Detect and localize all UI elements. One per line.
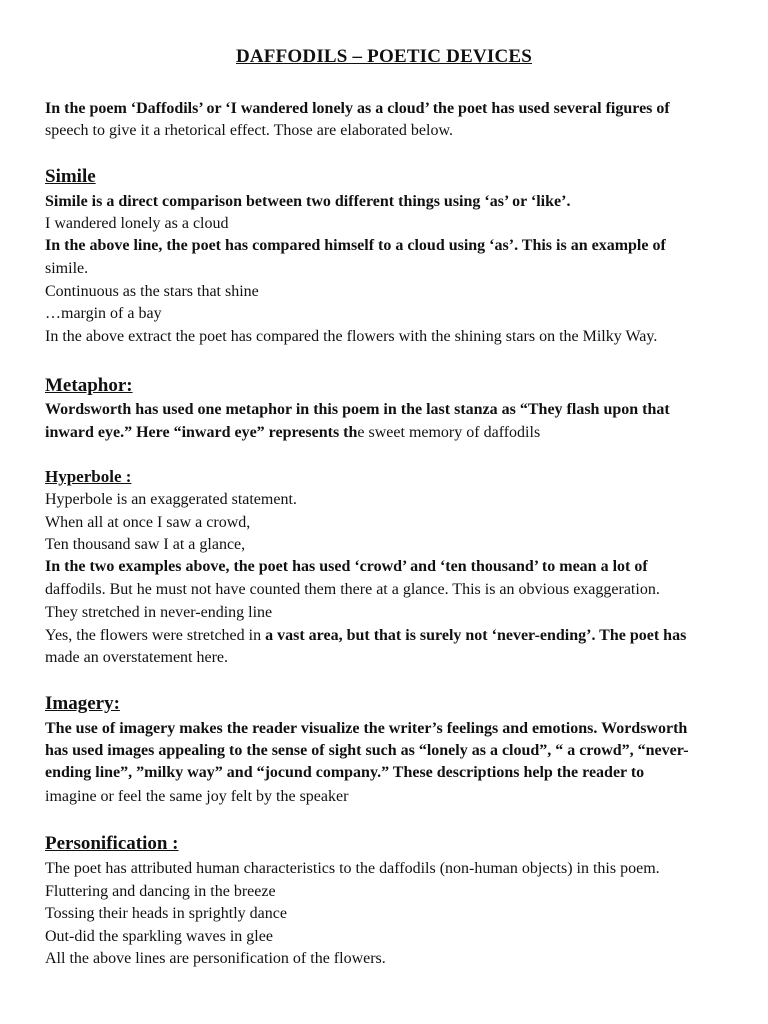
metaphor-line-2: [45, 422, 540, 444]
simile-definition: Simile is a direct comparison between two different things using ‘as’ or ‘like’.: [45, 193, 571, 210]
hyperbole-example-2: Ten thousand saw I at a glance,: [45, 536, 246, 553]
page-title: DAFFODILS – POETIC DEVICES: [235, 46, 533, 67]
simile-heading: Simile: [45, 166, 96, 187]
hyperbole-example-1: When all at once I saw a crowd,: [45, 514, 251, 531]
hyperbole-explanation-2b: made an overstatement here.: [45, 649, 229, 666]
personification-example-3: Out-did the sparkling waves in glee: [45, 928, 273, 945]
personification-heading: Personification :: [45, 833, 179, 854]
metaphor-line-2-rest: e sweet memory of daffodils: [357, 424, 541, 441]
personification-definition: The poet has attributed human characteristics to the daffodils (non-human objects) in this poem.: [45, 860, 660, 877]
hyperbole-explanation-2-bold: a vast area, but that is surely not ‘never-ending’. The poet has: [265, 627, 687, 644]
hyperbole-explanation-2-plain: Yes, the flowers were stretched in: [45, 627, 266, 644]
metaphor-line-2-bold: inward eye.” Here “inward eye” represents th: [45, 424, 358, 441]
hyperbole-explanation-1a: In the two examples above, the poet has used ‘crowd’ and ‘ten thousand’ to mean a lot of: [45, 558, 648, 575]
simile-explanation-1a: In the above line, the poet has compared himself to a cloud using ‘as’. This is an example of: [45, 237, 666, 254]
intro-line-1: In the poem ‘Daffodils’ or ‘I wandered lonely as a cloud’ the poet has used several figures of: [45, 100, 670, 117]
hyperbole-explanation-1b: daffodils. But he must not have counted them there at a glance. This is an obvious exaggeration.: [45, 581, 660, 598]
simile-example-2a: Continuous as the stars that shine: [45, 283, 259, 300]
intro-line-2: speech to give it a rhetorical effect. Those are elaborated below.: [45, 122, 453, 139]
metaphor-line-1: Wordsworth has used one metaphor in this poem in the last stanza as “They flash upon that: [45, 401, 670, 418]
imagery-heading: Imagery:: [45, 693, 120, 714]
hyperbole-explanation-2a: [45, 625, 686, 647]
imagery-line-2: has used images appealing to the sense of sight such as “lonely as a cloud”, “ a crowd”, “never-: [45, 742, 689, 759]
personification-conclusion: All the above lines are personification of the flowers.: [45, 950, 386, 967]
hyperbole-heading: Hyperbole :: [45, 467, 132, 486]
hyperbole-example-3: They stretched in never-ending line: [45, 604, 273, 621]
imagery-line-1: The use of imagery makes the reader visualize the writer’s feelings and emotions. Wordsworth: [45, 720, 688, 737]
simile-example-1: I wandered lonely as a cloud: [45, 215, 229, 232]
simile-explanation-2: In the above extract the poet has compared the flowers with the shining stars on the Milky Way.: [45, 328, 658, 345]
simile-example-2b: …margin of a bay: [45, 305, 162, 322]
hyperbole-definition: Hyperbole is an exaggerated statement.: [45, 491, 297, 508]
metaphor-heading: Metaphor:: [45, 375, 133, 396]
personification-example-1: Fluttering and dancing in the breeze: [45, 883, 276, 900]
imagery-line-3: ending line”, ”milky way” and “jocund company.” These descriptions help the reader to: [45, 764, 645, 781]
imagery-line-4: imagine or feel the same joy felt by the speaker: [45, 788, 349, 805]
personification-example-2: Tossing their heads in sprightly dance: [45, 905, 287, 922]
simile-explanation-1b: simile.: [45, 260, 89, 277]
